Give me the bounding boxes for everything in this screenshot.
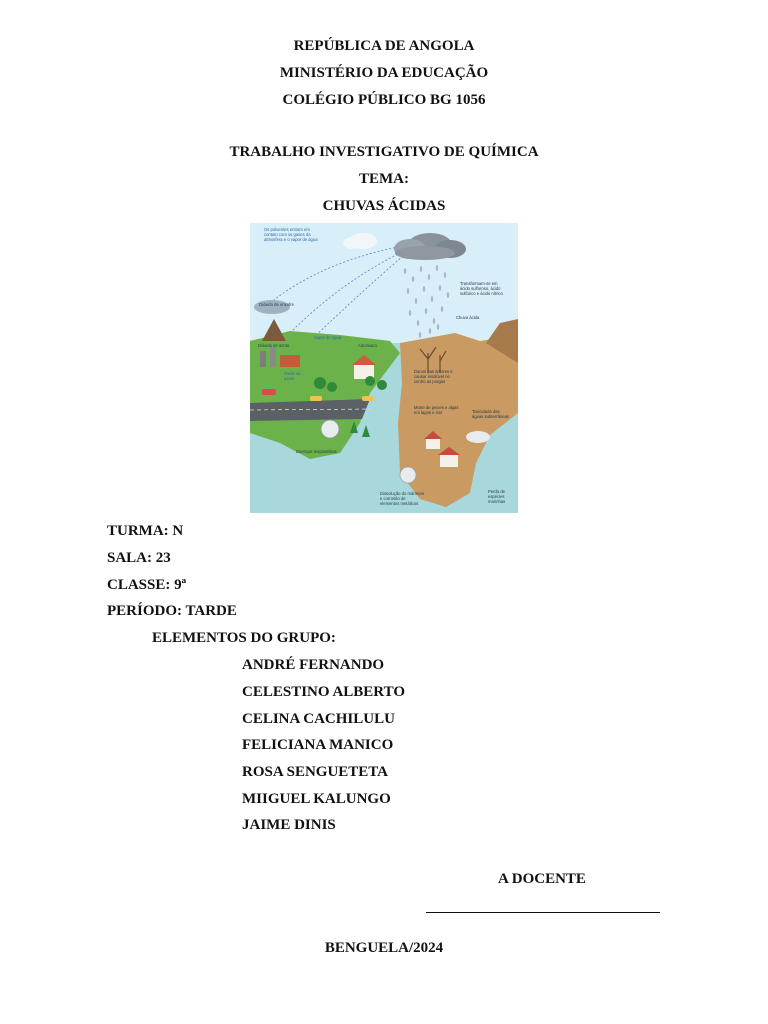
svg-text:Perda de: Perda de <box>488 489 505 494</box>
group-member: JAIME DINIS <box>242 817 336 833</box>
signature-line <box>426 900 660 913</box>
group-member: CELINA CACHILULU <box>242 711 395 727</box>
school-name: COLÉGIO PÚBLICO BG 1056 <box>282 92 486 108</box>
svg-text:atmosfera e o vapor de água: atmosfera e o vapor de água <box>264 237 318 242</box>
svg-text:Danos nas árvores e: Danos nas árvores e <box>414 369 453 374</box>
svg-text:Morte de peixes e algas: Morte de peixes e algas <box>414 405 459 410</box>
grade-info: CLASSE: 9ª <box>107 577 187 593</box>
svg-text:elementos metálicos: elementos metálicos <box>380 501 419 506</box>
svg-text:azoto: azoto <box>284 376 295 381</box>
svg-text:Dióxido de azoto: Dióxido de azoto <box>258 343 290 348</box>
svg-text:Doenças respiratórias: Doenças respiratórias <box>296 449 337 454</box>
svg-text:ácido sulfuroso, ácido: ácido sulfuroso, ácido <box>460 286 501 291</box>
svg-text:em lagos e rios: em lagos e rios <box>414 410 443 415</box>
group-member: FELICIANA MANICO <box>242 737 394 753</box>
group-member: ROSA SENGUETETA <box>242 764 389 780</box>
svg-text:marinhas: marinhas <box>488 499 506 504</box>
period-info: PERÍODO: TARDE <box>107 603 237 619</box>
room-info: SALA: 23 <box>107 550 171 566</box>
svg-text:Os poluentes entram em: Os poluentes entram em <box>264 227 310 232</box>
country-name: REPÚBLICA DE ANGOLA <box>293 38 475 54</box>
teacher-label: A DOCENTE <box>498 871 586 887</box>
svg-text:Dióxido de enxofre: Dióxido de enxofre <box>259 302 294 307</box>
svg-text:causar insolúvel no: causar insolúvel no <box>414 374 450 379</box>
svg-text:Amoníaco: Amoníaco <box>358 343 377 348</box>
svg-text:Chuva ácida: Chuva ácida <box>456 315 480 320</box>
theme-label: TEMA: <box>359 171 409 187</box>
group-member: ANDRÉ FERNANDO <box>242 657 385 673</box>
svg-text:e corrosão de: e corrosão de <box>380 496 406 501</box>
group-label: ELEMENTOS DO GRUPO: <box>152 630 336 646</box>
svg-text:Toxicidade das: Toxicidade das <box>472 409 500 414</box>
svg-text:Dissolução do mármore: Dissolução do mármore <box>380 491 425 496</box>
group-member: MIIGUEL KALUNGO <box>242 791 391 807</box>
ministry-name: MINISTÉRIO DA EDUCAÇÃO <box>279 65 489 81</box>
svg-text:sulfúrico e ácido nítrico: sulfúrico e ácido nítrico <box>460 291 503 296</box>
svg-text:Óxido de: Óxido de <box>284 371 301 376</box>
class-info: TURMA: N <box>107 523 184 539</box>
svg-text:espécies: espécies <box>488 494 505 499</box>
svg-text:Vapor de água: Vapor de água <box>314 335 342 340</box>
svg-text:centro as pragas: centro as pragas <box>414 379 446 384</box>
theme-title: CHUVAS ÁCIDAS <box>322 198 446 214</box>
group-member: CELESTINO ALBERTO <box>242 684 406 700</box>
acid-rain-illustration <box>250 223 518 513</box>
svg-text:Transformam-se em: Transformam-se em <box>460 281 498 286</box>
place-year: BENGUELA/2024 <box>324 940 444 956</box>
work-title: TRABALHO INVESTIGATIVO DE QUÍMICA <box>229 144 539 160</box>
svg-text:águas subterrâneas: águas subterrâneas <box>472 414 510 419</box>
svg-text:contato com os gases da: contato com os gases da <box>264 232 311 237</box>
